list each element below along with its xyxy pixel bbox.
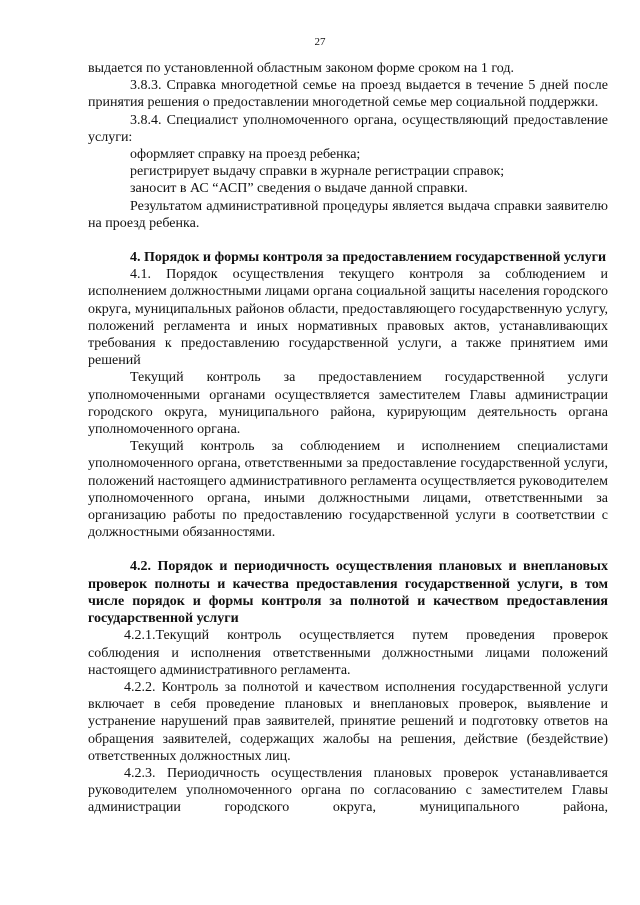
list-item-register-certificate: регистрирует выдачу справки в журнале регистрации справок;: [130, 164, 505, 180]
paragraph-4-2-1: 4.2.1.Текущий контроль осуществляется путем проведения проверок соблюдения и исполнения ответственными должностными лицами положений настоящего административного регламента.: [88, 628, 608, 678]
paragraph-procedure-result: Результатом административной процедуры является выдача справки заявителю на проезд ребенка.: [88, 198, 608, 231]
paragraph-4-1: 4.1. Порядок осуществления текущего контроля за соблюдением и исполнением должностными лицами органа социальной защиты населения городского округа, муниципальных районов области, предоставляющего государственную услугу, положений регламента и иных нормативных правовых актов, устанавливающих требования к предоставлению государственной услуги, а также принятием ими решений: [88, 267, 608, 369]
page-number: 27: [314, 36, 326, 48]
paragraph-continuation: выдается по установленной областным законом форме сроком на 1 год.: [88, 61, 514, 76]
paragraph-3-8-3: 3.8.3. Справка многодетной семье на проезд выдается в течение 5 дней после принятия решения о предоставлении многодетной семье мер социальной поддержки.: [88, 78, 608, 111]
document-body: [88, 60, 608, 817]
paragraph-4-2-3: 4.2.3. Периодичность осуществления плановых проверок устанавливается руководителем уполномоченного органа по согласованию с заместителем Главы администрации городского округа, муниципального района,: [88, 765, 608, 816]
paragraph-current-control: Текущий контроль за предоставлением государственной услуги уполномоченными органами осуществляется заместителем Главы администрации городского округа, муниципального района, курирующим деятельность органа уполномоченного органа.: [88, 370, 608, 438]
list-item-prepare-certificate: оформляет справку на проезд ребенка;: [130, 147, 361, 163]
list-item-enter-asp: заносит в АС “АСП” сведения о выдаче данной справки.: [130, 181, 468, 197]
paragraph-4-2-2: 4.2.2. Контроль за полнотой и качеством исполнения государственной услуги включает в себя проведение плановых и внеплановых проверок, выявление и устранение нарушений прав заявителей, принятие решений и подготовку ответов на обращения заявителей, содержащих жалобы на решения, действие (бездействие) ответственных должностных лиц.: [88, 679, 608, 764]
section-heading-4-2: 4.2. Порядок и периодичность осуществления плановых и внеплановых проверок полноты и качества предоставления государственной услуги, в том числе порядок и формы контроля за полнотой и качеством предоставления государственной услуги: [88, 559, 608, 627]
section-heading-4: 4. Порядок и формы контроля за предоставлением государственной услуги: [130, 250, 607, 266]
paragraph-3-8-4: 3.8.4. Специалист уполномоченного органа, осуществляющий предоставление услуги:: [88, 112, 608, 145]
paragraph-control-specialists: Текущий контроль за соблюдением и исполнением специалистами уполномоченного органа, ответственными за предоставление государственной услуги, положений настоящего административного регламента осуществляется руководителем уполномоченного органа, иными должностными лицами, ответственными за организацию работы по предоставлению государственной услуги в соответствии с должностными обязанностями.: [88, 439, 608, 541]
